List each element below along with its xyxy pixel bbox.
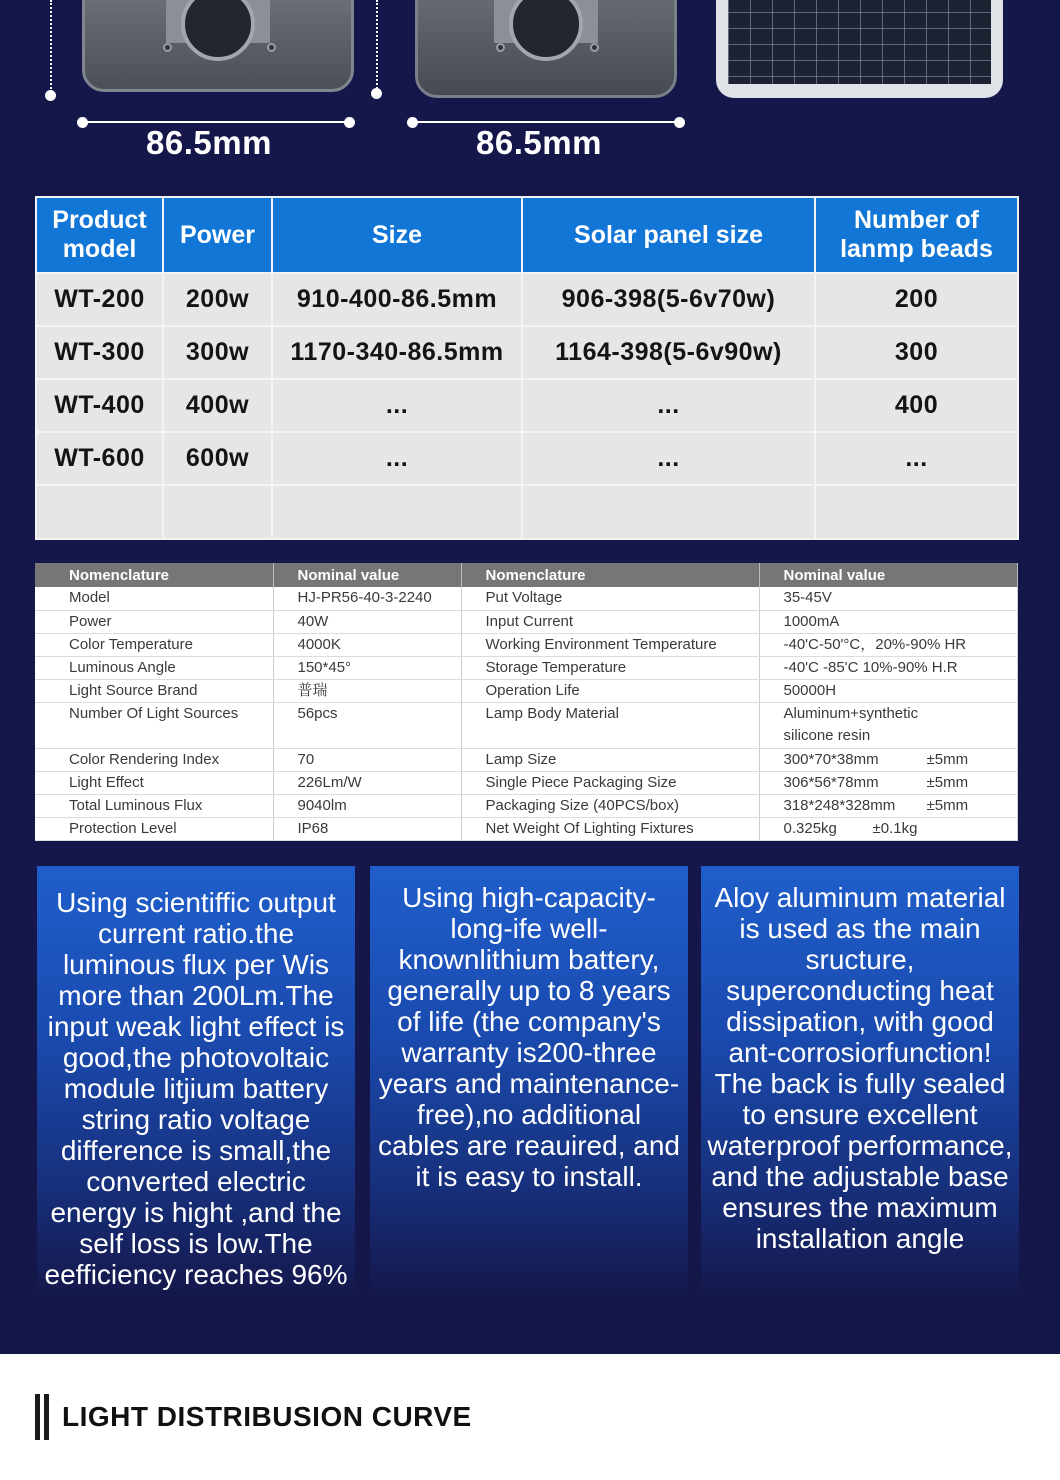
cell-power: 200w: [163, 273, 272, 326]
cell-size: 910-400-86.5mm: [272, 273, 522, 326]
table-row: [35, 610, 1017, 633]
spec-name: Lamp Size: [461, 748, 759, 771]
spec-value: 226Lm/W: [273, 771, 461, 794]
spec-value-main: 306*56*78mm: [783, 773, 879, 791]
spec-name: Protection Level: [35, 817, 273, 840]
solar-cells: [728, 0, 991, 84]
spec-tolerance: ±5mm: [926, 796, 969, 814]
header-solar-panel-size: Solar panel size: [522, 197, 815, 273]
header-lamp-beads: Number of lanmp beads: [815, 197, 1018, 273]
cell-model: WT-600: [36, 432, 163, 485]
cell-beads: 400: [815, 379, 1018, 432]
product-model-table: [35, 196, 1019, 540]
lamp-housing-image: [415, 0, 677, 98]
spec-name: Put Voltage: [461, 587, 759, 610]
feature-material: Aloy aluminum material is used as the main sructure, superconducting heat dissipation, with good ant-corrosiorfunction! The back is fully sealed to ensure excellent waterproof performance, and the adjustable base ensures the maximum installation angle: [701, 866, 1019, 1298]
cell-model: WT-300: [36, 326, 163, 379]
dimension-dot: [371, 88, 382, 99]
spec-name: Net Weight Of Lighting Fixtures: [461, 817, 759, 840]
spec-value: Aluminum+synthetic silicone resin: [759, 702, 1017, 748]
spec-name: Light Source Brand: [35, 679, 273, 702]
table-row: [35, 794, 1017, 817]
spec-tolerance: ±0.1kg: [872, 819, 918, 837]
heading-bar-icon: [35, 1394, 40, 1440]
solar-panel-image: [716, 0, 1003, 98]
dimension-guide: [376, 0, 378, 92]
table-row: [36, 379, 1018, 432]
spec-value: 35-45V: [759, 587, 1017, 610]
spec-name: Operation Life: [461, 679, 759, 702]
cell-solar-size: ...: [522, 379, 815, 432]
dimension-guide: [50, 0, 52, 92]
header-nomenclature: Nomenclature: [461, 563, 759, 587]
spec-value: -40'C -85'C 10%-90% H.R: [759, 656, 1017, 679]
spec-name: Input Current: [461, 610, 759, 633]
spec-value: -40'C-50'°C，20%-90% HR: [759, 633, 1017, 656]
lamp-housing-image: [82, 0, 354, 92]
dimension-dot: [77, 117, 88, 128]
mount-hole: [509, 0, 583, 61]
spec-name: Number Of Light Sources: [35, 702, 273, 748]
cell-size: ...: [272, 432, 522, 485]
spec-value: 9040lm: [273, 794, 461, 817]
dimension-line: [412, 121, 680, 123]
table-row: [35, 702, 1017, 748]
spec-name: Packaging Size (40PCS/box): [461, 794, 759, 817]
section-header: [0, 1354, 1060, 1480]
cell-power: 600w: [163, 432, 272, 485]
table-row: [35, 633, 1017, 656]
table-row: [35, 656, 1017, 679]
table-row: [35, 771, 1017, 794]
spec-name: Light Effect: [35, 771, 273, 794]
table-row: [36, 432, 1018, 485]
spec-value: [759, 794, 1017, 817]
header-nomenclature: Nomenclature: [35, 563, 273, 587]
cell-size: 1170-340-86.5mm: [272, 326, 522, 379]
cell-solar-size: 906-398(5-6v70w): [522, 273, 815, 326]
screw-icon: [267, 43, 276, 52]
dimension-dot: [674, 117, 685, 128]
spec-name: Luminous Angle: [35, 656, 273, 679]
spec-name: Color Temperature: [35, 633, 273, 656]
spec-value-main: 0.325kg: [783, 819, 837, 837]
dimension-line: [82, 121, 350, 123]
spec-value: [759, 817, 1017, 840]
spec-name: Storage Temperature: [461, 656, 759, 679]
spec-name: Power: [35, 610, 273, 633]
feature-efficiency: Using scientiffic output current ratio.the luminous flux per Wis more than 200Lm.The input weak light effect is good,the photovoltaic module litjium battery string ratio voltage difference is small,the converted electric energy is hight ,and the self loss is low.The eefficiency reaches 96%: [37, 866, 355, 1298]
cell-solar-size: ...: [522, 432, 815, 485]
cell-beads: ...: [815, 432, 1018, 485]
dimension-label-left: 86.5mm: [146, 124, 272, 161]
feature-battery: Using high-capacity-long-ife well-knownlithium battery, generally up to 8 years of life (the company's warranty is200-three years and maintenance-free),no additional cables are reauired, and it is easy to install.: [370, 866, 688, 1298]
spec-table-header: [35, 563, 1017, 587]
mount-hole: [181, 0, 255, 61]
dimension-dot: [45, 90, 56, 101]
spec-value: 4000K: [273, 633, 461, 656]
header-power: Power: [163, 197, 272, 273]
product-photos: [0, 0, 1060, 180]
cell-power: 400w: [163, 379, 272, 432]
table-row: [35, 817, 1017, 840]
table-row: [36, 326, 1018, 379]
spec-value-main: 318*248*328mm: [783, 796, 896, 814]
spec-value: 50000H: [759, 679, 1017, 702]
spec-value: 70: [273, 748, 461, 771]
spec-value: IP68: [273, 817, 461, 840]
table-row: [36, 273, 1018, 326]
table-row-empty: [36, 485, 1018, 539]
cell-model: WT-200: [36, 273, 163, 326]
spec-tolerance: ±5mm: [926, 750, 969, 768]
cell-beads: 200: [815, 273, 1018, 326]
spec-value: 150*45°: [273, 656, 461, 679]
cell-solar-size: 1164-398(5-6v90w): [522, 326, 815, 379]
spec-value: 56pcs: [273, 702, 461, 748]
dimension-label-right: 86.5mm: [476, 124, 602, 161]
heading-bar-icon: [44, 1394, 49, 1440]
specification-table: [35, 563, 1018, 841]
screw-icon: [496, 43, 505, 52]
section-title: LIGHT DISTRIBUSION CURVE: [62, 1401, 472, 1432]
spec-value-main: 300*70*38mm: [783, 750, 879, 768]
model-table-header: [36, 197, 1018, 273]
spec-value: 普瑞: [273, 679, 461, 702]
table-row: [35, 587, 1017, 610]
cell-model: WT-400: [36, 379, 163, 432]
spec-name: Working Environment Temperature: [461, 633, 759, 656]
dimension-dot: [407, 117, 418, 128]
spec-value: 40W: [273, 610, 461, 633]
header-size: Size: [272, 197, 522, 273]
spec-name: Total Luminous Flux: [35, 794, 273, 817]
cell-size: ...: [272, 379, 522, 432]
spec-value: [759, 748, 1017, 771]
table-row: [35, 679, 1017, 702]
spec-value: HJ-PR56-40-3-2240: [273, 587, 461, 610]
spec-name: Lamp Body Material: [461, 702, 759, 748]
spec-name: Single Piece Packaging Size: [461, 771, 759, 794]
header-product-model: Product model: [36, 197, 163, 273]
spec-value: 1000mA: [759, 610, 1017, 633]
spec-tolerance: ±5mm: [926, 773, 969, 791]
dimension-dot: [344, 117, 355, 128]
screw-icon: [590, 43, 599, 52]
header-nominal-value: Nominal value: [273, 563, 461, 587]
spec-value: [759, 771, 1017, 794]
cell-beads: 300: [815, 326, 1018, 379]
cell-power: 300w: [163, 326, 272, 379]
table-row: [35, 748, 1017, 771]
screw-icon: [163, 43, 172, 52]
spec-name: Color Rendering Index: [35, 748, 273, 771]
header-nominal-value: Nominal value: [759, 563, 1017, 587]
spec-name: Model: [35, 587, 273, 610]
